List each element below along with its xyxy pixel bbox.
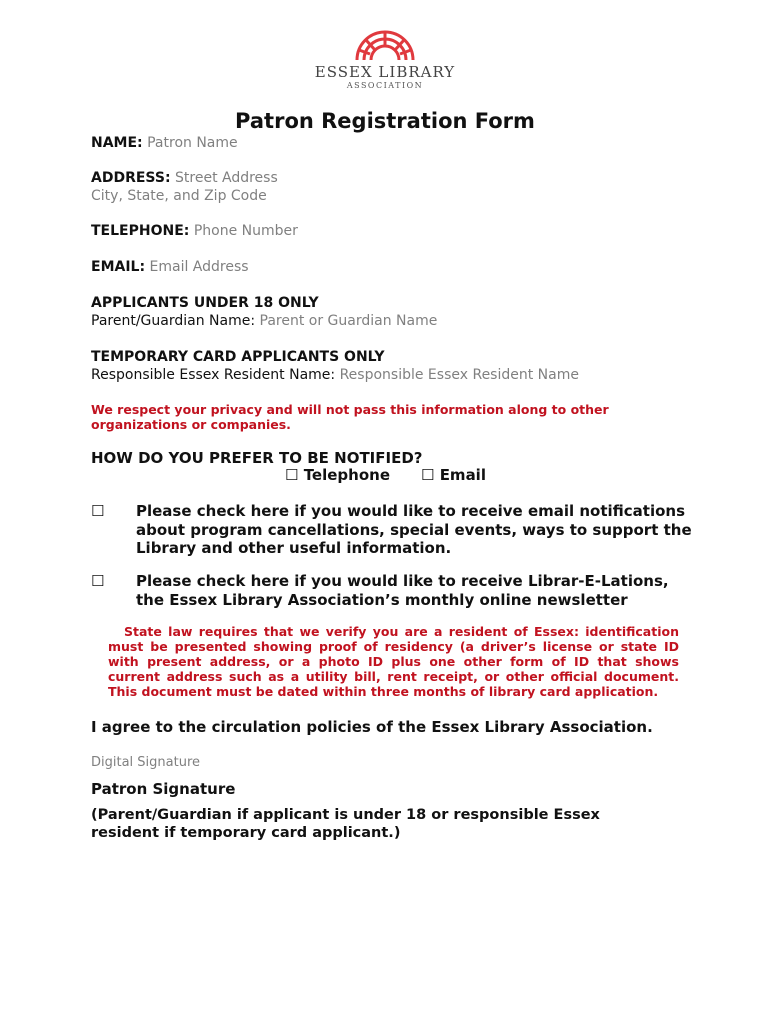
- logo-name: ESSEX LIBRARY: [314, 63, 456, 81]
- email-checkbox-icon[interactable]: ☐: [421, 466, 435, 484]
- guardian-row: [91, 313, 437, 329]
- email-label: EMAIL:: [91, 259, 146, 275]
- digital-signature-field[interactable]: Digital Signature: [91, 755, 201, 770]
- email-row: [91, 259, 249, 275]
- resident-label: Responsible Essex Resident Name:: [91, 367, 336, 383]
- email-option-label: Email: [439, 466, 486, 484]
- privacy-notice-line2: organizations or companies.: [91, 417, 291, 432]
- notify-email-option[interactable]: [421, 466, 486, 484]
- address-label: ADDRESS:: [91, 170, 171, 186]
- notify-heading: HOW DO YOU PREFER TO BE NOTIFIED?: [91, 449, 423, 467]
- name-input[interactable]: Patron Name: [147, 135, 238, 151]
- email-notifications-checkbox-icon[interactable]: ☐: [91, 502, 105, 520]
- guardian-name-input[interactable]: Parent or Guardian Name: [259, 313, 438, 329]
- under18-heading: APPLICANTS UNDER 18 ONLY: [91, 295, 319, 311]
- telephone-option-label: Telephone: [303, 466, 390, 484]
- telephone-checkbox-icon[interactable]: ☐: [285, 466, 299, 484]
- signature-note-line2: resident if temporary card applicant.): [91, 825, 401, 841]
- city-state-zip-input[interactable]: City, State, and Zip Code: [91, 188, 267, 204]
- name-row: [91, 135, 238, 151]
- newsletter-option[interactable]: [91, 572, 691, 612]
- residency-notice-text: State law requires that we verify you are a resident of Essex: identification must be presented showing proof of residency (a driver’s license or state ID with present address, or a photo ID plus one other form of ID that shows current address such as a utility bill, rent receipt, or other official document. This document must be dated within three months of library card application.: [108, 624, 679, 699]
- street-address-input[interactable]: Street Address: [175, 170, 278, 186]
- email-input[interactable]: Email Address: [149, 259, 249, 275]
- telephone-label: TELEPHONE:: [91, 223, 190, 239]
- newsletter-text: Please check here if you would like to receive Librar-E-Lations, the Essex Library Association’s monthly online newsletter: [136, 572, 669, 609]
- arch-logo-icon: [353, 26, 417, 62]
- library-logo: [300, 26, 470, 102]
- resident-name-input[interactable]: Responsible Essex Resident Name: [339, 367, 579, 383]
- guardian-label: Parent/Guardian Name:: [91, 313, 256, 329]
- telephone-input[interactable]: Phone Number: [193, 223, 298, 239]
- telephone-row: [91, 223, 298, 239]
- resident-row: [91, 367, 579, 383]
- newsletter-checkbox-icon[interactable]: ☐: [91, 572, 105, 590]
- notify-telephone-option[interactable]: [285, 466, 390, 484]
- privacy-notice-line1: We respect your privacy and will not pass this information along to other: [91, 402, 609, 417]
- name-label: NAME:: [91, 135, 143, 151]
- logo-subtitle: ASSOCIATION: [346, 81, 424, 90]
- email-notifications-text: Please check here if you would like to receive email notifications about program cancellations, special events, ways to support the Library and other useful information.: [136, 502, 692, 557]
- address-row: [91, 170, 278, 186]
- residency-notice: [108, 624, 679, 699]
- signature-label: Patron Signature: [91, 780, 236, 798]
- agreement-statement: I agree to the circulation policies of the Essex Library Association.: [91, 718, 653, 736]
- signature-note-line1: (Parent/Guardian if applicant is under 18 or responsible Essex: [91, 807, 600, 823]
- email-notifications-option[interactable]: [91, 502, 691, 562]
- temporary-heading: TEMPORARY CARD APPLICANTS ONLY: [91, 349, 385, 365]
- page-title: Patron Registration Form: [235, 109, 535, 133]
